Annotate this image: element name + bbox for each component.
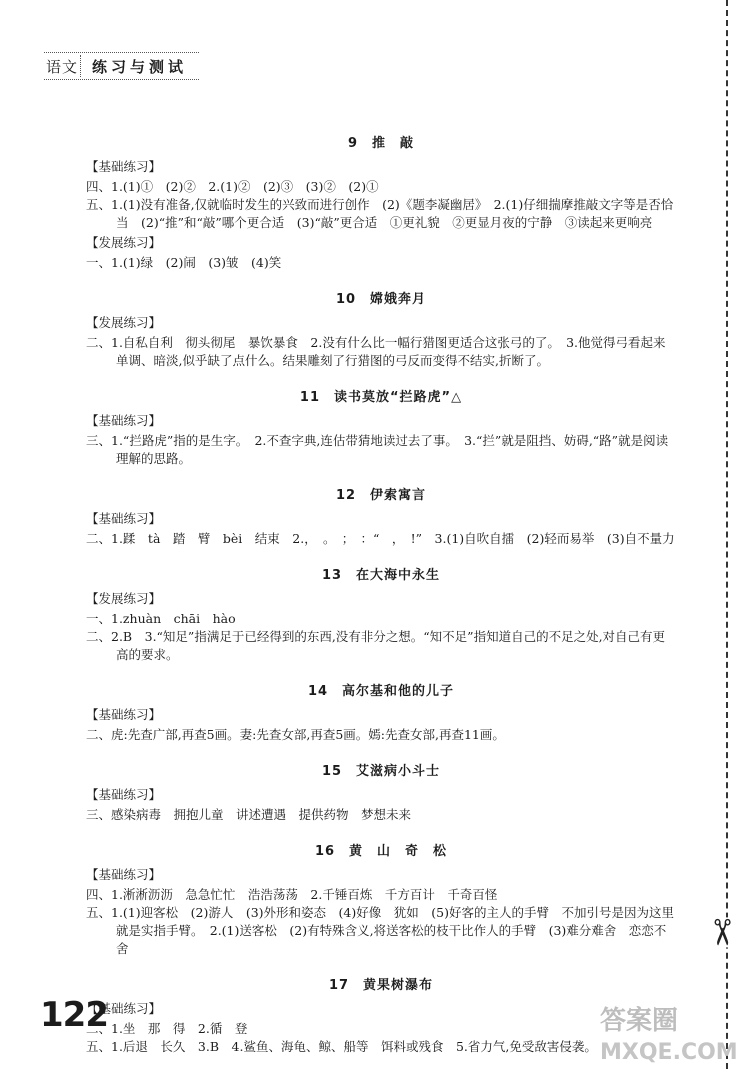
exercise-label: 【基础练习】 xyxy=(86,159,162,174)
exercise-label: 【基础练习】 xyxy=(86,511,162,526)
exercise-label: 【基础练习】 xyxy=(86,413,162,428)
section-title: 10 嫦娥奔月 xyxy=(335,292,427,307)
page-header xyxy=(44,52,199,80)
exercise-label: 【基础练习】 xyxy=(86,707,162,722)
book-title: 练习与测试 xyxy=(92,58,188,76)
answer-section xyxy=(86,680,676,744)
section-title: 17 黄果树瀑布 xyxy=(328,978,434,993)
page-number: 122 xyxy=(40,995,108,1035)
answer-section xyxy=(86,484,676,548)
answer-line: 五、1.后退 长久 3.B 4.鲨鱼、海龟、鲸、船等 饵料或残食 5.省力气,免受敌害侵袭。 xyxy=(86,1039,597,1054)
answer-line: 二、1.蹂 tà 踏 臂 bèi 结束 2.， 。 ； ：“ ， !” 3.(1)自吹自擂 (2)轻而易举 (3)自不量力 xyxy=(86,531,675,546)
subject-label: 语文 xyxy=(46,58,79,76)
section-title: 14 高尔基和他的儿子 xyxy=(307,684,455,699)
exercise-label: 【发展练习】 xyxy=(86,235,162,250)
section-title: 9 推 敲 xyxy=(347,136,415,151)
answer-line: 五、1.(1)没有准备,仅就临时发生的兴致而进行创作 (2)《题李凝幽居》 2.(1)仔细揣摩推敲文字等是否恰当 (2)“推”和“敲”哪个更合适 (3)“敲”更合适 ①更礼貌 ②更显月夜的宁静 ③读起来更响亮 xyxy=(86,197,674,230)
answer-section xyxy=(86,974,679,1056)
header-divider xyxy=(80,55,81,77)
answer-section xyxy=(86,288,676,370)
exercise-label: 【发展练习】 xyxy=(86,591,162,606)
section-title: 16 黄 山 奇 松 xyxy=(314,844,448,859)
answer-line: 二、虎:先查广部,再查5画。妻:先查女部,再查5画。嫣:先查女部,再查11画。 xyxy=(86,727,505,742)
section-title: 12 伊索寓言 xyxy=(335,488,427,503)
section-title: 11 读书莫放“拦路虎”△ xyxy=(299,390,463,405)
answer-line: 一、1.zhuàn chāi hào xyxy=(86,611,236,626)
section-title: 13 在大海中永生 xyxy=(321,568,441,583)
exercise-label: 【基础练习】 xyxy=(86,867,162,882)
answer-line: 四、1.(1)① (2)② 2.(1)② (2)③ (3)② (2)① xyxy=(86,179,379,194)
answer-line: 一、1.(1)绿 (2)闹 (3)皱 (4)笑 xyxy=(86,255,282,270)
answer-section xyxy=(86,840,676,958)
answer-section xyxy=(86,564,676,664)
answer-line: 三、感染病毒 拥抱儿童 讲述遭遇 提供药物 梦想未来 xyxy=(86,807,412,822)
watermark-url: MXQE.COM xyxy=(600,1040,738,1065)
answer-section xyxy=(86,386,676,468)
exercise-label: 【基础练习】 xyxy=(86,787,162,802)
scissors-icon: ✂ xyxy=(700,917,742,948)
answer-line: 四、1.淅淅沥沥 急急忙忙 浩浩荡荡 2.千锤百炼 千方百计 千奇百怪 xyxy=(86,887,498,902)
watermark-logo: 答案圈 xyxy=(600,1006,679,1036)
answer-line: 三、1.“拦路虎”指的是生字。 2.不查字典,连估带猜地读过去了事。 3.“拦”就是阻挡、妨碍,“路”就是阅读理解的思路。 xyxy=(86,433,669,466)
answer-line: 二、2.B 3.“知足”指满足于已经得到的东西,没有非分之想。“知不足”指知道自己的不足之处,对自己有更高的要求。 xyxy=(86,629,666,662)
cut-line xyxy=(726,0,728,1069)
exercise-label: 【发展练习】 xyxy=(86,315,162,330)
answer-content xyxy=(86,132,679,1072)
exercise-label: 【基础练习】 xyxy=(86,1001,162,1016)
answer-line: 五、1.(1)迎客松 (2)游人 (3)外形和姿态 (4)好像 犹如 (5)好客的主人的手臂 不加引号是因为这里就是实指手臂。 2.(1)送客松 (2)有特殊含义,将送客松的枝干比作人的手臂 (3)难分难舍 恋恋不舍 xyxy=(86,905,674,956)
answer-line: 二、1.坐 那 得 2.循 登 xyxy=(86,1021,248,1036)
answer-line: 二、1.自私自利 彻头彻尾 暴饮暴食 2.没有什么比一幅行猎图更适合这张弓的了。 3.他觉得弓看起来单调、暗淡,似乎缺了点什么。结果雕刻了行猎图的弓反而变得不结实,折断了。 xyxy=(86,335,666,368)
section-title: 15 艾滋病小斗士 xyxy=(321,764,441,779)
answer-section xyxy=(86,132,676,272)
answer-section xyxy=(86,760,676,824)
